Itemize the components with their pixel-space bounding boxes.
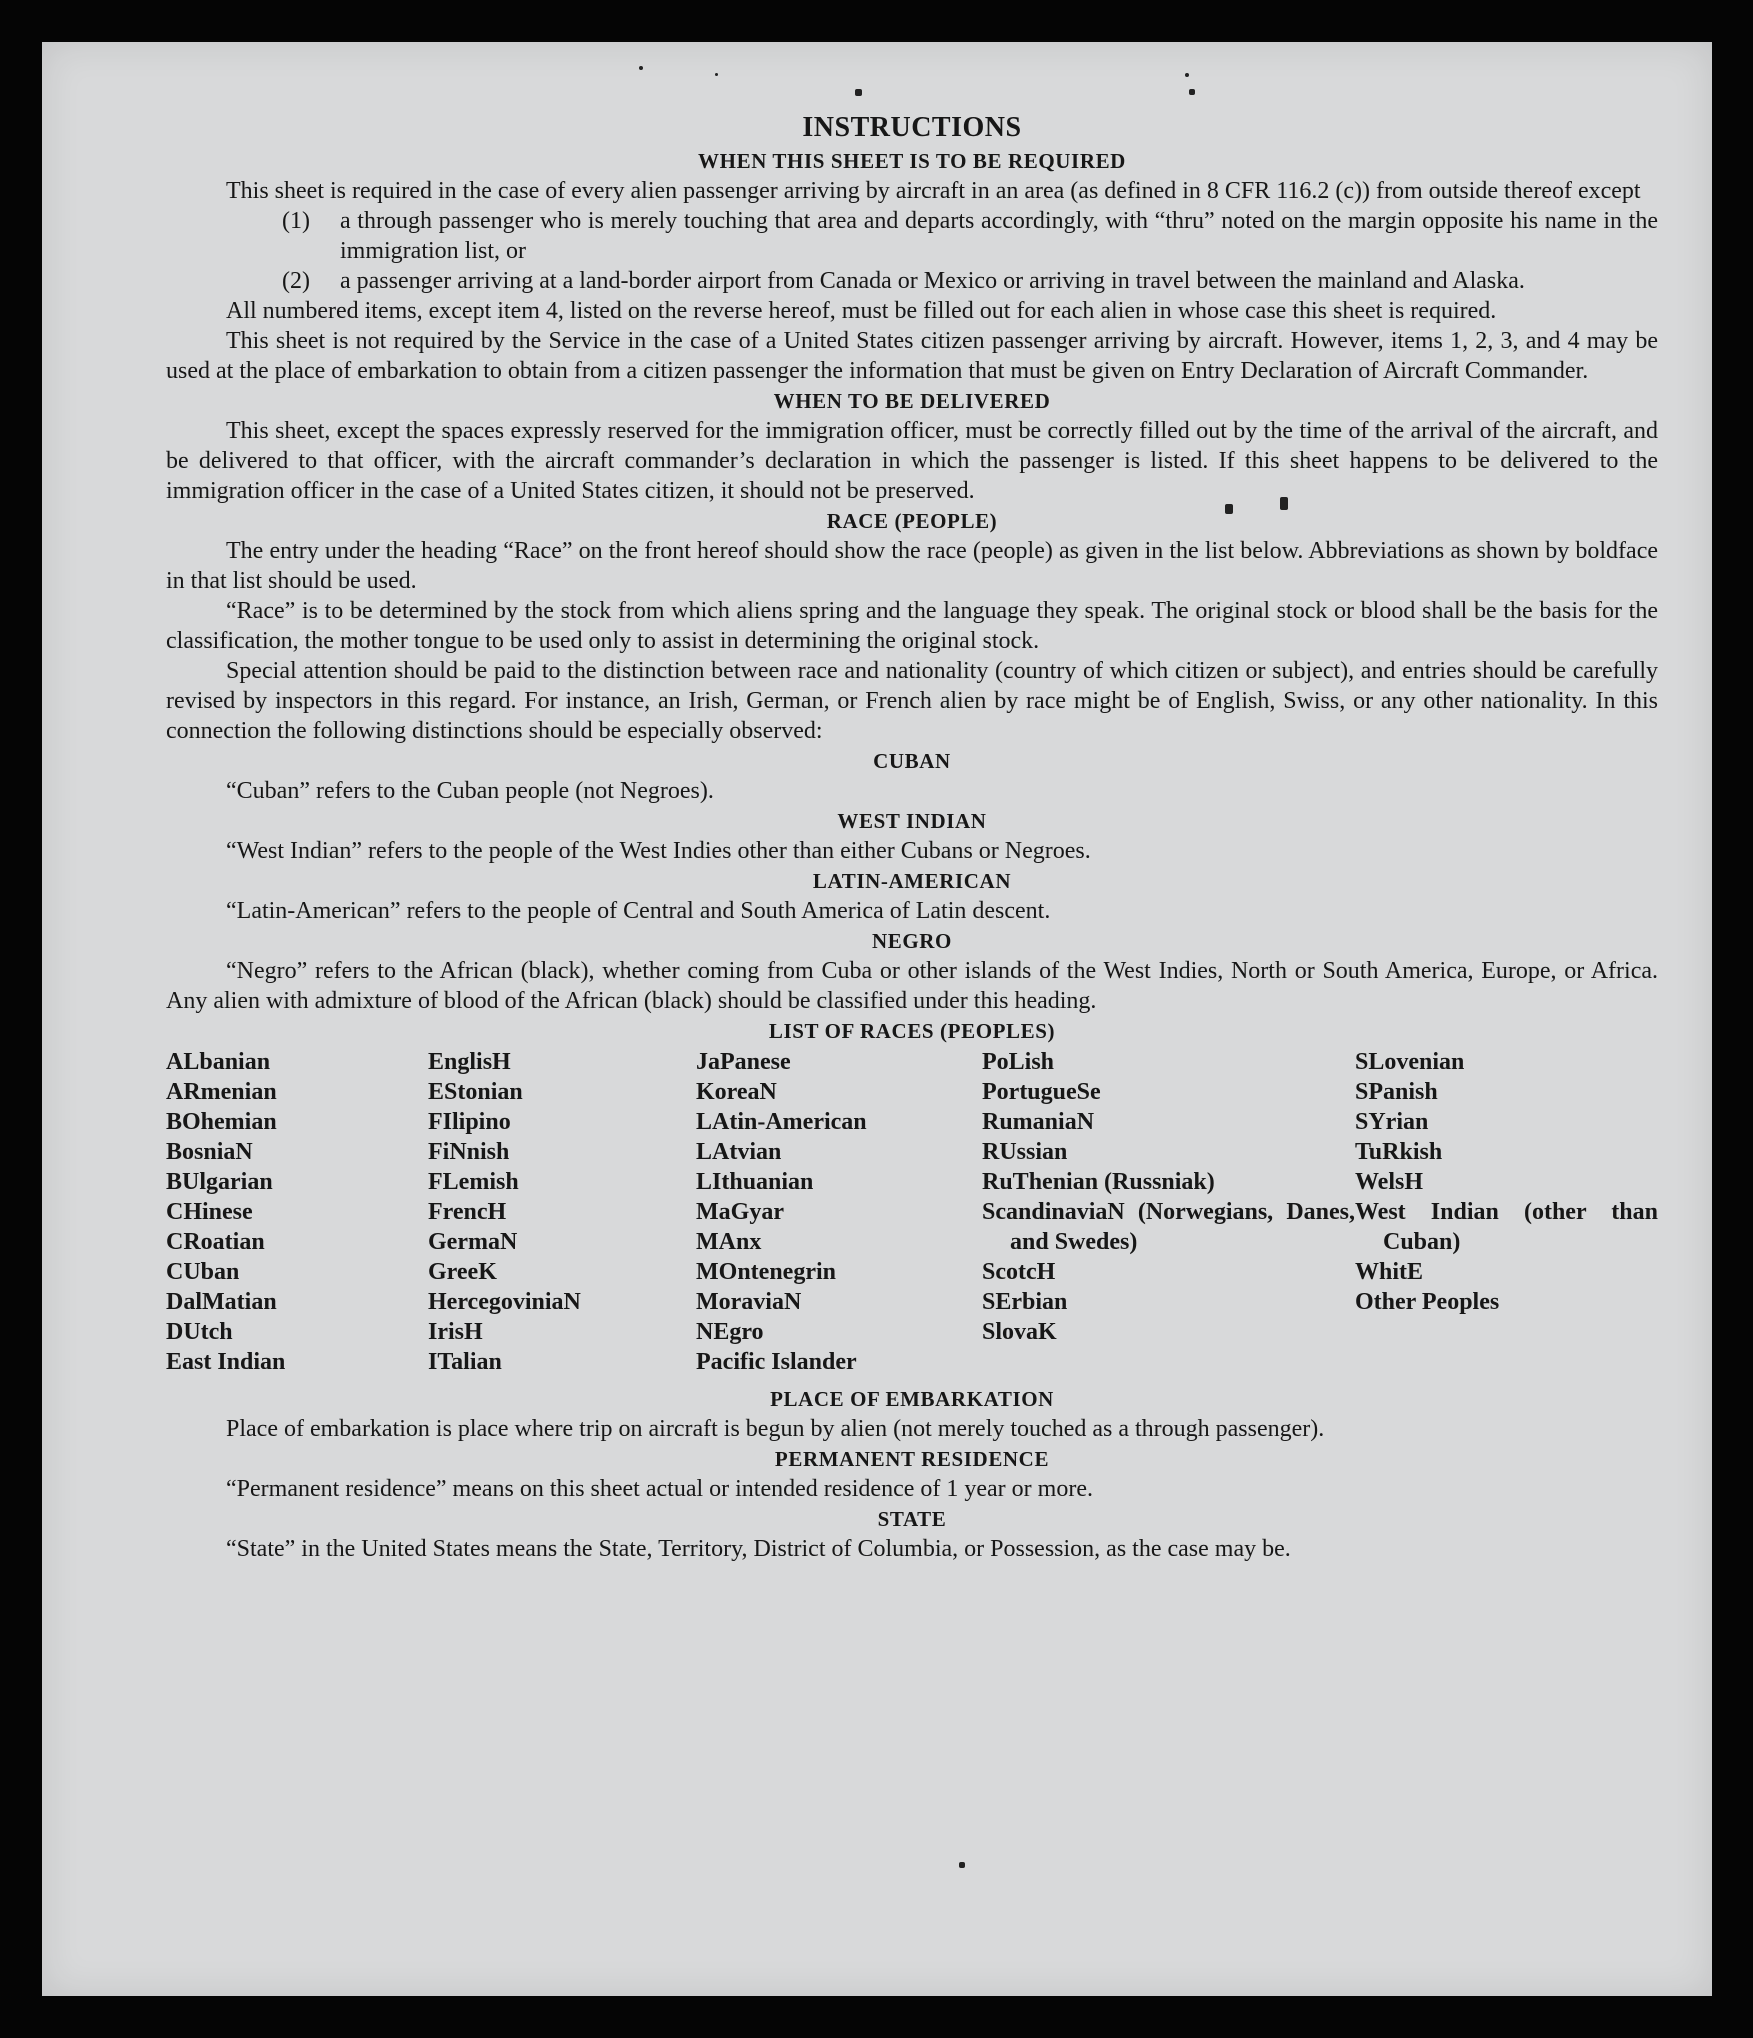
race-entry: MAnx xyxy=(696,1229,762,1255)
race-entry: IrisH xyxy=(428,1319,483,1345)
race-entry: FLemish xyxy=(428,1169,519,1195)
paragraph: “Permanent residence” means on this sheet actual or intended residence of 1 year or more. xyxy=(226,1476,1093,1502)
section-heading: PERMANENT RESIDENCE xyxy=(774,1447,1050,1471)
scan-speck xyxy=(715,73,718,76)
race-entry: SlovaK xyxy=(982,1319,1057,1345)
paragraph: “West Indian” refers to the people of the West Indies other than either Cubans or Negroes. xyxy=(226,838,1091,864)
paragraph: Place of embarkation is place where trip on aircraft is begun by alien (not merely touched as a through passenger). xyxy=(226,1416,1325,1442)
race-column xyxy=(696,1047,982,1377)
section-heading: WHEN THIS SHEET IS TO BE REQUIRED xyxy=(698,149,1126,173)
document-sheet xyxy=(42,42,1712,1996)
race-entry: LAtin-American xyxy=(696,1109,867,1135)
race-entry: SYrian xyxy=(1355,1109,1429,1135)
scan-speck xyxy=(1225,504,1233,514)
scan-speck xyxy=(1185,73,1189,77)
race-entry: CHinese xyxy=(166,1199,253,1225)
race-column xyxy=(982,1047,1355,1377)
section-heading: RACE (PEOPLE) xyxy=(826,509,998,533)
section-heading: STATE xyxy=(877,1507,947,1531)
race-entry: MoraviaN xyxy=(696,1289,802,1315)
section-heading: PLACE OF EMBARKATION xyxy=(770,1387,1054,1411)
race-entry: GreeK xyxy=(428,1259,497,1285)
list-item-number: (1) xyxy=(282,208,310,234)
race-entry: NEgro xyxy=(696,1319,764,1345)
race-entry: FIlipino xyxy=(428,1109,511,1135)
section-heading: CUBAN xyxy=(873,749,951,773)
race-entry: ALbanian xyxy=(166,1049,271,1075)
race-entry: Pacific Islander xyxy=(696,1349,857,1375)
race-column xyxy=(428,1047,696,1377)
section-heading: WEST INDIAN xyxy=(837,809,987,833)
list-item-number: (2) xyxy=(282,268,310,294)
race-entry: WelsH xyxy=(1355,1169,1424,1195)
race-entry: MaGyar xyxy=(696,1199,784,1225)
race-entry: ITalian xyxy=(428,1349,502,1375)
race-entry: ARmenian xyxy=(166,1079,277,1105)
race-entry: GermaN xyxy=(428,1229,518,1255)
race-entry: HercegoviniaN xyxy=(428,1289,581,1315)
paragraph: This sheet is not required by the Service in the case of a United States citizen passenger arriving by aircraft. However, items 1, 2, 3, and 4 may be used at the place of embarkation to obtain from a citizen passenger the information that must be given on Entry Declaration of Aircraft Commander. xyxy=(166,328,1658,384)
race-entry: RumaniaN xyxy=(982,1109,1095,1135)
race-entry: SLovenian xyxy=(1355,1049,1465,1075)
scan-speck xyxy=(1189,89,1195,95)
list-item-text: a through passenger who is merely touching that area and departs accordingly, with “thru” noted on the margin opposite his name in the immigration list, or xyxy=(340,208,1658,264)
race-entry: East Indian xyxy=(166,1349,286,1375)
document-title: INSTRUCTIONS xyxy=(802,112,1022,143)
race-entry: BUlgarian xyxy=(166,1169,273,1195)
race-entry: PoLish xyxy=(982,1049,1055,1075)
race-entry: EStonian xyxy=(428,1079,523,1105)
paragraph: “Negro” refers to the African (black), whether coming from Cuba or other islands of the West Indies, North or South America, Europe, or Africa. Any alien with admixture of blood of the African (black) should be classified under this heading. xyxy=(166,958,1658,1014)
race-entry: ScandinaviaN (Norwegians, Danes, and Swedes) xyxy=(982,1199,1355,1255)
scan-speck xyxy=(855,89,862,96)
race-entry: JaPanese xyxy=(696,1049,791,1075)
scan-speck xyxy=(959,1862,965,1868)
paragraph: “Race” is to be determined by the stock from which aliens spring and the language they speak. The original stock or blood shall be the basis for the classification, the mother tongue to be used only to assist in determining the original stock. xyxy=(166,598,1658,654)
race-entry: LAtvian xyxy=(696,1139,782,1165)
race-entry: KoreaN xyxy=(696,1079,777,1105)
list-item-text: a passenger arriving at a land-border airport from Canada or Mexico or arriving in travel between the mainland and Alaska. xyxy=(340,268,1525,294)
scan-speck xyxy=(639,66,643,70)
race-entry: WhitE xyxy=(1355,1259,1424,1285)
paragraph: This sheet, except the spaces expressly reserved for the immigration officer, must be correctly filled out by the time of the arrival of the aircraft, and be delivered to that officer, with the aircraft commander’s declaration in which the passenger is listed. If this sheet happens to be delivered to the immigration officer in the case of a United States citizen, it should not be preserved. xyxy=(166,418,1658,504)
race-entry: EnglisH xyxy=(428,1049,511,1075)
race-entry: PortugueSe xyxy=(982,1079,1101,1105)
section-heading: WHEN TO BE DELIVERED xyxy=(773,389,1051,413)
race-entry: CRoatian xyxy=(166,1229,265,1255)
race-column xyxy=(166,1047,428,1377)
exception-list-item xyxy=(282,266,1658,296)
race-list xyxy=(166,1047,1658,1377)
paragraph: “Latin-American” refers to the people of Central and South America of Latin descent. xyxy=(226,898,1051,924)
paragraph: All numbered items, except item 4, listed on the reverse hereof, must be filled out for each alien in whose case this sheet is required. xyxy=(226,298,1497,324)
exception-list-item xyxy=(282,206,1658,266)
race-entry: Other Peoples xyxy=(1355,1289,1500,1315)
race-entry: DalMatian xyxy=(166,1289,277,1315)
paragraph: Special attention should be paid to the distinction between race and nationality (country of which citizen or subject), and entries should be carefully revised by inspectors in this regard. For instance, an Irish, German, or French alien by race might be of English, Swiss, or any other nationality. In this connection the following distinctions should be especially observed: xyxy=(166,658,1658,744)
race-entry: SPanish xyxy=(1355,1079,1438,1105)
document-content xyxy=(166,110,1658,1564)
race-column xyxy=(1355,1047,1658,1377)
race-entry: RUssian xyxy=(982,1139,1068,1165)
race-entry: RuThenian (Russniak) xyxy=(982,1169,1215,1195)
section-heading: NEGRO xyxy=(871,929,952,953)
section-heading: LATIN-AMERICAN xyxy=(812,869,1012,893)
race-entry: BOhemian xyxy=(166,1109,277,1135)
scan-speck xyxy=(1280,497,1288,510)
paragraph: The entry under the heading “Race” on the front hereof should show the race (people) as given in the list below. Abbreviations as shown by boldface in that list should be used. xyxy=(166,538,1658,594)
race-entry: TuRkish xyxy=(1355,1139,1443,1165)
paragraph: This sheet is required in the case of every alien passenger arriving by aircraft in an area (as defined in 8 CFR 116.2 (c)) from outside thereof except xyxy=(226,178,1641,204)
race-entry: LIthuanian xyxy=(696,1169,814,1195)
race-entry: West Indian (other than Cuban) xyxy=(1355,1199,1658,1255)
race-entry: CUban xyxy=(166,1259,240,1285)
race-entry: FiNnish xyxy=(428,1139,510,1165)
race-entry: FrencH xyxy=(428,1199,507,1225)
section-heading: LIST OF RACES (PEOPLES) xyxy=(768,1019,1056,1043)
race-entry: BosniaN xyxy=(166,1139,253,1165)
race-entry: ScotcH xyxy=(982,1259,1056,1285)
race-entry: DUtch xyxy=(166,1319,233,1345)
paragraph: “Cuban” refers to the Cuban people (not Negroes). xyxy=(226,778,714,804)
race-entry: MOntenegrin xyxy=(696,1259,836,1285)
paragraph: “State” in the United States means the State, Territory, District of Columbia, or Possession, as the case may be. xyxy=(226,1536,1291,1562)
race-entry: SErbian xyxy=(982,1289,1068,1315)
